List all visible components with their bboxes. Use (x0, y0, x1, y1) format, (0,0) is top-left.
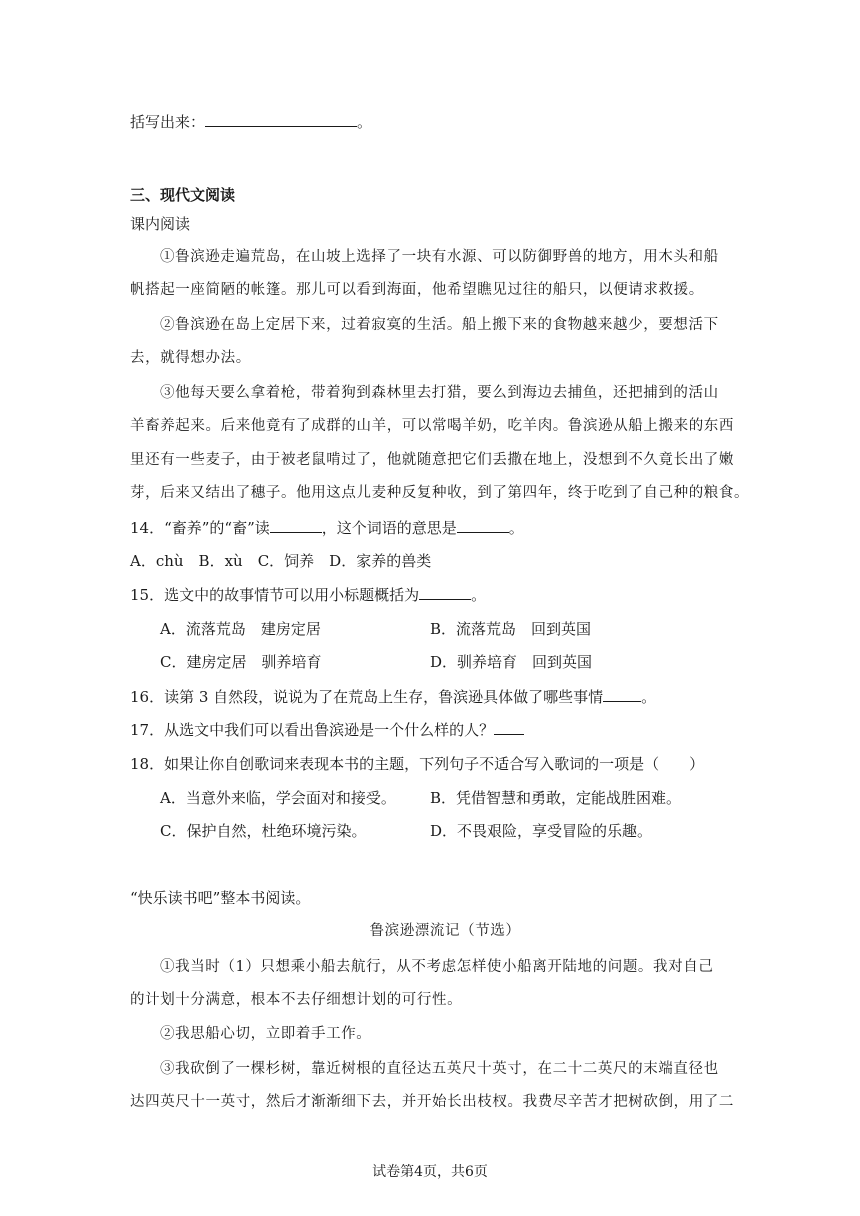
fill-in-label: 括写出来： (130, 113, 206, 131)
option-d[interactable]: D．驯养培育 回到英国 (430, 653, 593, 671)
passage-line: 羊畜养起来。后来他竟有了成群的山羊，可以常喝羊奶，吃羊肉。鲁滨逊从船上搬来的东西 (130, 418, 734, 434)
passage-line: 里还有一些麦子，由于被老鼠啃过了，他就随意把它们丢撒在地上，没想到不久竟长出了嫩 (130, 452, 734, 468)
passage-label: 课内阅读 (130, 215, 191, 233)
passage-line: 帆搭起一座简陋的帐篷。那儿可以看到海面，他希望瞧见过往的船只，以便请求救援。 (130, 282, 704, 298)
option-a[interactable]: A．流落荒岛 建房定居 (160, 620, 321, 638)
passage-line: 芽，后来又结出了穗子。他用这点儿麦种反复种收，到了第四年，终于吃到了自己种的粮食。 (130, 485, 750, 501)
fill-in-line: 括写出来： 。 (130, 113, 373, 131)
option-c[interactable]: C．建房定居 驯养培育 (160, 653, 322, 671)
passage-line: 达四英尺十一英寸，然后才渐渐细下去，并开始长出枝杈。我费尽辛苦才把树砍倒，用了二 (130, 1094, 734, 1110)
passage-line: ③他每天要么拿着枪，带着狗到森林里去打猎，要么到海边去捕鱼，还把捕到的活山 (160, 385, 719, 401)
question-14-options: A．chù B．xù C．饲养 D．家养的兽类 (130, 552, 432, 570)
passage-line: 去，就得想办法。 (130, 350, 251, 366)
answer-blank[interactable] (603, 687, 641, 702)
passage-line: 的计划十分满意，根本不去仔细想计划的可行性。 (130, 992, 463, 1008)
option-d[interactable]: D．不畏艰险，享受冒险的乐趣。 (430, 822, 653, 840)
passage-line: ③我砍倒了一棵杉树，靠近树根的直径达五英尺十英寸，在二十二英尺的末端直径也 (160, 1061, 719, 1077)
option-b[interactable]: B．凭借智慧和勇敢，定能战胜困难。 (430, 789, 682, 807)
passage-title: 鲁滨逊漂流记（节选） (369, 923, 521, 939)
question-15: 15．选文中的故事情节可以用小标题概括为 。 (130, 586, 487, 604)
passage-line: ①鲁滨逊走遍荒岛，在山坡上选择了一块有水源、可以防御野兽的地方，用木头和船 (160, 249, 719, 265)
answer-blank[interactable] (205, 112, 357, 127)
answer-blank[interactable] (457, 518, 509, 533)
question-16: 16．读第 3 自然段，说说为了在荒岛上生存，鲁滨逊具体做了哪些事情 。 (130, 688, 657, 706)
passage-line: ①我当时（1）只想乘小船去航行，从不考虑怎样使小船离开陆地的问题。我对自己 (160, 959, 714, 975)
question-17: 17．从选文中我们可以看出鲁滨逊是一个什么样的人？ (130, 719, 524, 741)
answer-blank[interactable] (494, 720, 524, 735)
passage-line: ②鲁滨逊在岛上定居下来，过着寂寞的生活。船上搬下来的食物越来越少，要想活下 (160, 317, 719, 333)
passage-label: “快乐读书吧”整本书阅读。 (130, 889, 311, 907)
passage-line: ②我思船心切，立即着手工作。 (160, 1026, 372, 1042)
answer-blank[interactable] (270, 518, 322, 533)
question-14: 14．“畜养”的“畜”读 ，这个词语的意思是 。 (130, 519, 524, 537)
section-title: 三、现代文阅读 (130, 186, 236, 204)
answer-blank[interactable] (419, 585, 471, 600)
option-a[interactable]: A．当意外来临，学会面对和接受。 (160, 789, 396, 807)
option-b[interactable]: B．流落荒岛 回到英国 (430, 620, 592, 638)
page-footer: 试卷第4页，共6页 (372, 1164, 488, 1180)
question-18: 18．如果让你自创歌词来表现本书的主题，下列句子不适合写入歌词的一项是（ ） (130, 755, 705, 773)
option-c[interactable]: C．保护自然，杜绝环境污染。 (160, 822, 367, 840)
